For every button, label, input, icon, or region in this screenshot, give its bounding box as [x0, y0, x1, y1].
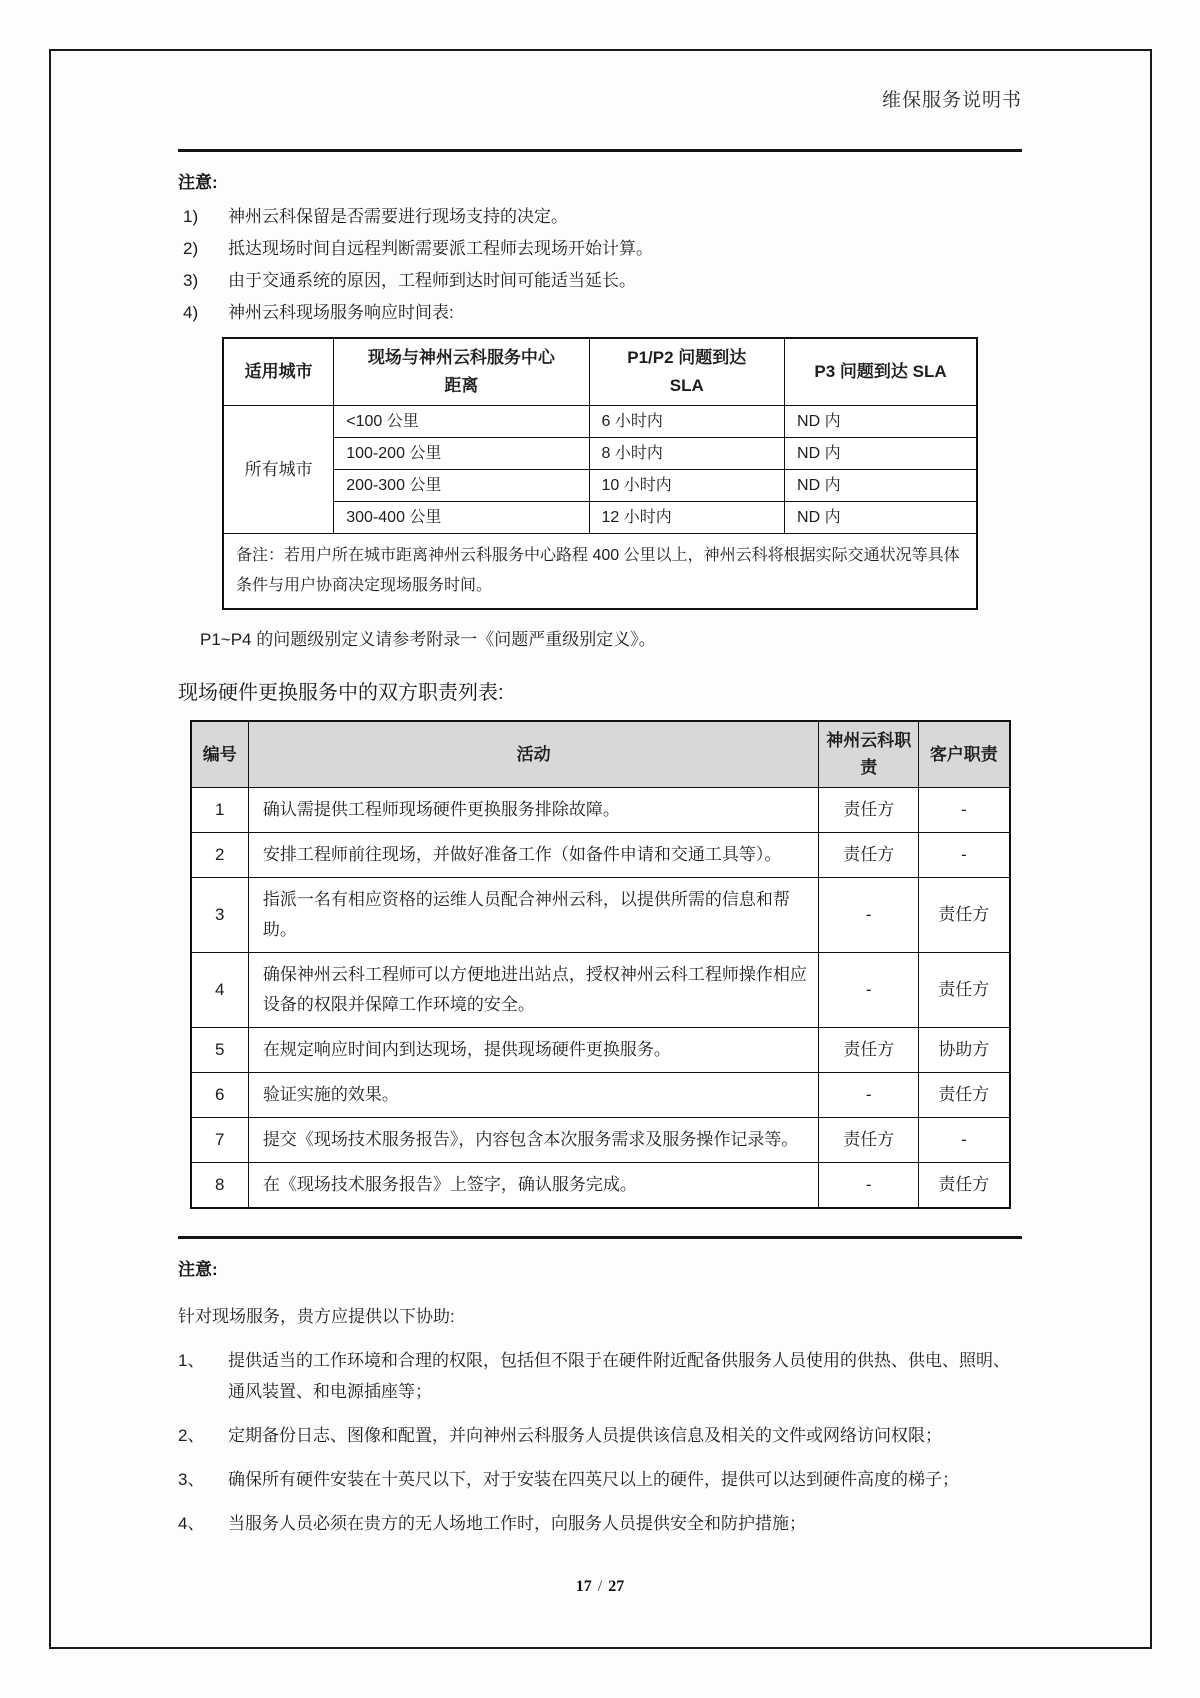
item-number: 1、: [178, 1350, 205, 1370]
table-row: [191, 1027, 1010, 1072]
header-cell-p3-sla: P3 问题到达 SLA: [785, 338, 977, 406]
notice-bottom-label: 注意:: [178, 1259, 218, 1279]
list-item: [178, 1464, 1022, 1495]
cell-distance: 300-400 公里: [334, 502, 589, 534]
cell-vendor-role: -: [819, 952, 919, 1027]
cell-no: 4: [191, 952, 249, 1027]
notice-top-label: 注意:: [178, 173, 218, 192]
cell-vendor-role: -: [819, 1072, 919, 1117]
cell-p1p2: 8 小时内: [589, 438, 784, 470]
cell-customer-role: 责任方: [919, 877, 1010, 952]
item-number: 4、: [178, 1513, 205, 1533]
footer-current-page: 17: [575, 1578, 592, 1595]
sla-response-table: [222, 337, 978, 610]
notice-bottom-list: [178, 1345, 1022, 1539]
list-item: [178, 1508, 1022, 1539]
header-cell-activity: 活动: [248, 721, 818, 787]
table-header-row: [191, 721, 1010, 787]
cell-no: 1: [191, 787, 249, 832]
cell-p3: ND 内: [785, 406, 977, 438]
cell-no: 6: [191, 1072, 249, 1117]
cell-customer-role: 责任方: [919, 1072, 1010, 1117]
table-row: [191, 952, 1010, 1027]
table-row: [191, 787, 1010, 832]
notice-bottom-intro: 针对现场服务，贵方应提供以下协助:: [178, 1306, 455, 1326]
item-number: 3): [183, 271, 199, 290]
item-number: 1): [183, 207, 199, 226]
item-number: 2): [183, 239, 199, 258]
cell-city: 所有城市: [223, 406, 334, 534]
table-header-row: [223, 338, 977, 406]
header-cell-no: 编号: [191, 721, 249, 787]
item-text: 由于交通系统的原因，工程师到达时间可能适当延长。: [228, 271, 636, 290]
section-divider-rule: [178, 1236, 1022, 1239]
table-row: [191, 877, 1010, 952]
header-cell-vendor-duty: 神州云科职责: [819, 721, 919, 787]
cell-vendor-role: 责任方: [819, 832, 919, 877]
cell-activity: 在《现场技术服务报告》上签字，确认服务完成。: [248, 1162, 818, 1208]
cell-activity: 确认需提供工程师现场硬件更换服务排除故障。: [248, 787, 818, 832]
item-text: 当服务人员必须在贵方的无人场地工作时，向服务人员提供安全和防护措施；: [228, 1513, 806, 1533]
footer-total-pages: 27: [608, 1578, 625, 1595]
cell-activity: 在规定响应时间内到达现场，提供现场硬件更换服务。: [248, 1027, 818, 1072]
cell-customer-role: -: [919, 787, 1010, 832]
cell-p3: ND 内: [785, 470, 977, 502]
header-cell-city: 适用城市: [223, 338, 334, 406]
cell-no: 5: [191, 1027, 249, 1072]
item-text: 抵达现场时间自远程判断需要派工程师去现场开始计算。: [228, 239, 653, 258]
notice-top-list: [178, 201, 1022, 329]
cell-no: 8: [191, 1162, 249, 1208]
cell-vendor-role: 责任方: [819, 1117, 919, 1162]
duty-table: [190, 720, 1011, 1209]
list-item: [178, 1345, 1022, 1407]
cell-p1p2: 12 小时内: [589, 502, 784, 534]
cell-p3: ND 内: [785, 438, 977, 470]
cell-customer-role: -: [919, 832, 1010, 877]
list-item: [178, 201, 1022, 233]
p-levels-note: P1~P4 的问题级别定义请参考附录一《问题严重级别定义》。: [200, 630, 656, 649]
item-text: 提供适当的工作环境和合理的权限，包括但不限于在硬件附近配备供服务人员使用的供热、供电、照明、通风装置、和电源插座等；: [228, 1350, 1010, 1401]
header-cell-customer-duty: 客户职责: [919, 721, 1010, 787]
footer-page-number: [0, 1578, 1200, 1596]
header-cell-distance: 现场与神州云科服务中心距离: [334, 338, 589, 406]
list-item: [178, 297, 1022, 329]
cell-activity: 安排工程师前往现场，并做好准备工作（如备件申请和交通工具等）。: [248, 832, 818, 877]
cell-customer-role: -: [919, 1117, 1010, 1162]
cell-activity: 提交《现场技术服务报告》，内容包含本次服务需求及服务操作记录等。: [248, 1117, 818, 1162]
cell-distance: 200-300 公里: [334, 470, 589, 502]
header-rule: [178, 149, 1022, 152]
cell-customer-role: 责任方: [919, 1162, 1010, 1208]
cell-customer-role: 责任方: [919, 952, 1010, 1027]
cell-p1p2: 10 小时内: [589, 470, 784, 502]
cell-activity: 验证实施的效果。: [248, 1072, 818, 1117]
table-row: [223, 470, 977, 502]
list-item: [178, 1420, 1022, 1451]
table-row: [191, 1117, 1010, 1162]
table-row: [223, 406, 977, 438]
cell-activity: 确保神州云科工程师可以方便地进出站点，授权神州云科工程师操作相应设备的权限并保障工作环境的安全。: [248, 952, 818, 1027]
list-item: [178, 265, 1022, 297]
cell-distance: 100-200 公里: [334, 438, 589, 470]
item-number: 2、: [178, 1425, 205, 1445]
table-row: [223, 502, 977, 534]
item-text: 神州云科现场服务响应时间表:: [228, 303, 454, 322]
cell-distance: <100 公里: [334, 406, 589, 438]
cell-vendor-role: 责任方: [819, 1027, 919, 1072]
section-title: 现场硬件更换服务中的双方职责列表:: [178, 682, 504, 704]
item-text: 神州云科保留是否需要进行现场支持的决定。: [228, 207, 568, 226]
header-cell-p1p2-sla: P1/P2 问题到达 SLA: [589, 338, 784, 406]
cell-vendor-role: -: [819, 877, 919, 952]
cell-no: 3: [191, 877, 249, 952]
cell-no: 2: [191, 832, 249, 877]
list-item: [178, 233, 1022, 265]
cell-no: 7: [191, 1117, 249, 1162]
table-row: [191, 832, 1010, 877]
cell-customer-role: 协助方: [919, 1027, 1010, 1072]
cell-p3: ND 内: [785, 502, 977, 534]
table-remark-row: [223, 534, 977, 610]
remark-cell: 备注：若用户所在城市距离神州云科服务中心路程 400 公里以上，神州云科将根据实际交通状况等具体条件与用户协商决定现场服务时间。: [223, 534, 977, 610]
page-content: [178, 0, 1022, 1552]
item-text: 定期备份日志、图像和配置，并向神州云科服务人员提供该信息及相关的文件或网络访问权限；: [228, 1425, 942, 1445]
table-row: [223, 438, 977, 470]
cell-activity: 指派一名有相应资格的运维人员配合神州云科，以提供所需的信息和帮助。: [248, 877, 818, 952]
cell-p1p2: 6 小时内: [589, 406, 784, 438]
footer-separator: /: [597, 1578, 603, 1595]
item-text: 确保所有硬件安装在十英尺以下，对于安装在四英尺以上的硬件，提供可以达到硬件高度的梯子；: [228, 1469, 959, 1489]
doc-header-title: 维保服务说明书: [881, 90, 1022, 111]
cell-vendor-role: 责任方: [819, 787, 919, 832]
item-number: 3、: [178, 1469, 205, 1489]
table-row: [191, 1162, 1010, 1208]
table-row: [191, 1072, 1010, 1117]
item-number: 4): [183, 303, 199, 322]
cell-vendor-role: -: [819, 1162, 919, 1208]
